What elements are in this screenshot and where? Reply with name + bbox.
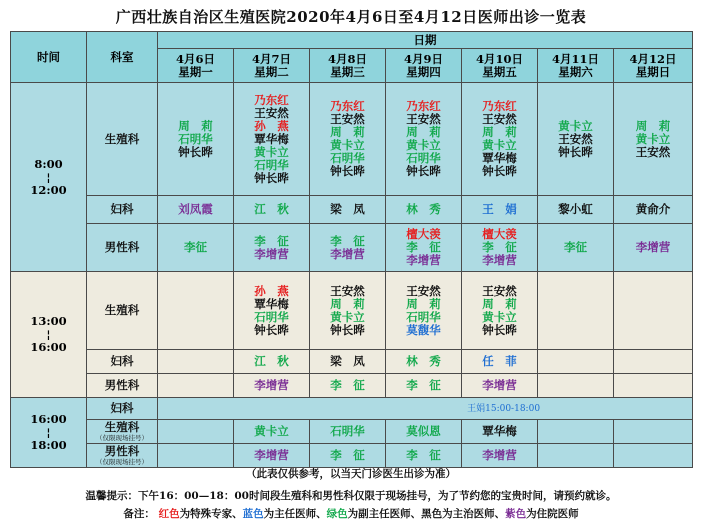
- doctor-name: 任 菲: [482, 354, 517, 368]
- doctor-name: 李 征: [406, 240, 441, 254]
- doctor-cell: [234, 444, 310, 468]
- dept-cell: [87, 444, 158, 468]
- doctor-cell: [462, 196, 538, 224]
- session-2-row: [11, 374, 693, 398]
- doctor-cell: [538, 444, 614, 468]
- session-3-row: [11, 444, 693, 468]
- session-3-row: [11, 420, 693, 444]
- doctor-name: 钟长晔: [254, 170, 289, 185]
- footer-legend: [10, 506, 692, 521]
- dept-label: 男性科: [104, 378, 140, 392]
- doctor-name: 孙 燕: [254, 283, 289, 298]
- dept-label: 生殖科: [104, 303, 140, 317]
- session-2-row: [11, 272, 693, 350]
- doctor-name: 江 秋: [254, 354, 289, 368]
- page-title: 广西壮族自治区生殖医院2020年4月6日至4月12日医师出诊一览表: [115, 8, 587, 26]
- legend-desc-4: 为主治医师、: [442, 508, 506, 520]
- legend-desc-3: 为副主任医师、: [347, 508, 422, 520]
- time-time-start: 16:00: [30, 412, 67, 426]
- doctor-name: 钟长晔: [558, 144, 593, 159]
- doctor-name: 李征: [184, 240, 207, 254]
- doctor-cell: [310, 83, 386, 196]
- day-date: 4月6日: [175, 51, 215, 66]
- doctor-cell: [462, 420, 538, 444]
- header-dept: 科室: [87, 32, 158, 83]
- doctor-cell: [310, 196, 386, 224]
- doctor-name: 周 莉: [635, 118, 671, 133]
- doctor-name: 黎小虹: [558, 202, 593, 216]
- doctor-name: 李增营: [406, 253, 441, 267]
- doctor-name: 黄卡立: [482, 309, 517, 324]
- doctor-name: 钟长晔: [254, 322, 289, 337]
- doctor-name: 石明华: [254, 157, 289, 172]
- doctor-name: 李增营: [482, 378, 517, 392]
- legend-color-2: 蓝色: [242, 508, 264, 520]
- gyn-note-text: 王娟15:00-18:00: [467, 404, 541, 414]
- doctor-cell: [158, 272, 234, 350]
- legend-color-5: 紫色: [505, 508, 527, 520]
- doctor-cell: [386, 196, 462, 224]
- doctor-name: 李 征: [482, 240, 517, 254]
- session-1-row: [11, 83, 693, 196]
- doctor-name: 李增营: [330, 246, 365, 261]
- doctor-name: 周 莉: [406, 125, 441, 139]
- doctor-cell: [538, 350, 614, 374]
- doctor-name: 石明华: [406, 309, 441, 324]
- doctor-name: 石明华: [254, 309, 289, 324]
- day-weekday: 星期日: [635, 64, 671, 79]
- doctor-cell: [614, 374, 693, 398]
- time-time-end: 18:00: [30, 438, 67, 452]
- doctor-cell: [462, 374, 538, 398]
- time-time-end: 16:00: [30, 340, 67, 354]
- doctor-name: 覃华梅: [254, 131, 289, 146]
- doctor-name: 梁 凤: [330, 202, 365, 216]
- doctor-name: 江 秋: [254, 202, 289, 216]
- doctor-name: 王安然: [558, 131, 593, 146]
- footer-disclaimer: （此表仅供参考，以当天门诊医生出诊为准）: [246, 468, 456, 480]
- doctor-cell: [538, 420, 614, 444]
- doctor-cell: [158, 83, 234, 196]
- doctor-name: 梁 凤: [330, 354, 365, 368]
- doctor-cell: [158, 196, 234, 224]
- dept-label: 男性科: [104, 240, 140, 254]
- dept-cell: [87, 196, 158, 224]
- dept-cell: [87, 272, 158, 350]
- day-weekday: 星期二: [254, 64, 289, 79]
- doctor-name: 孙 燕: [254, 118, 289, 133]
- doctor-name: 李 征: [406, 378, 441, 392]
- dept-sub-note: （仅限现场挂号）: [96, 434, 148, 442]
- doctor-cell: [614, 444, 693, 468]
- doctor-name: 钟长晔: [482, 322, 517, 337]
- day-header-1: [158, 49, 234, 83]
- doctor-cell: [386, 374, 462, 398]
- doctor-cell: [158, 444, 234, 468]
- dept-sub-note: （仅限现场挂号）: [96, 458, 148, 466]
- doctor-cell: [310, 444, 386, 468]
- doctor-name: 王安然: [330, 283, 365, 298]
- footer-tip: 温馨提示：下午16：00—18：00时间段生殖科和男性科仅限于现场挂号，为了节约您的宝贵时间，请预约就诊。: [85, 490, 617, 502]
- doctor-name: 王安然: [635, 144, 671, 159]
- doctor-name: 李增营: [254, 448, 289, 462]
- doctor-name: 刘凤霞: [178, 202, 213, 216]
- doctor-name: 覃华梅: [482, 424, 517, 438]
- doctor-name: 王安然: [254, 105, 289, 120]
- day-weekday: 星期六: [558, 64, 593, 79]
- doctor-cell: [234, 196, 310, 224]
- legend-color-4: 黑色: [421, 508, 443, 520]
- dept-label: 妇科: [110, 202, 134, 216]
- doctor-name: 李 征: [254, 233, 289, 248]
- header-time: 时间: [11, 32, 87, 83]
- legend-desc-1: 为特殊专家、: [179, 508, 243, 520]
- doctor-cell: [462, 272, 538, 350]
- doctor-name: 黄卡立: [254, 144, 289, 159]
- doctor-name: 覃华梅: [482, 151, 517, 165]
- doctor-name: 覃华梅: [254, 296, 289, 311]
- session-1-row: [11, 196, 693, 224]
- doctor-cell: [386, 420, 462, 444]
- doctor-name: 黄卡立: [558, 118, 593, 133]
- doctor-cell: [234, 83, 310, 196]
- doctor-name: 李增营: [482, 253, 517, 267]
- doctor-name: 王安然: [330, 112, 365, 126]
- doctor-cell: [386, 272, 462, 350]
- doctor-cell: [538, 196, 614, 224]
- doctor-cell: [158, 374, 234, 398]
- dept-cell: [87, 350, 158, 374]
- doctor-name: 黄俞介: [635, 202, 671, 216]
- dept-gyn-evening: 妇科: [87, 398, 158, 420]
- doctor-name: 王安然: [406, 112, 441, 126]
- doctor-name: 李征: [564, 240, 587, 254]
- doctor-name: 乃东红: [406, 99, 441, 113]
- doctor-cell: [310, 350, 386, 374]
- doctor-name: 黄卡立: [482, 138, 517, 152]
- day-date: 4月8日: [327, 51, 367, 66]
- day-header-4: [386, 49, 462, 83]
- doctor-cell: [386, 350, 462, 374]
- doctor-name: 乃东红: [330, 99, 365, 113]
- doctor-name: 王安然: [482, 283, 517, 298]
- day-date: 4月11日: [551, 51, 599, 66]
- legend-color-1: 红色: [158, 508, 180, 520]
- day-weekday: 星期一: [178, 64, 213, 79]
- day-header-5: [462, 49, 538, 83]
- doctor-name: 钟长晔: [330, 164, 365, 178]
- day-header-7: [614, 49, 693, 83]
- time-cell-3: [11, 398, 87, 468]
- doctor-name: 黄卡立: [330, 309, 365, 324]
- doctor-name: 王 娟: [482, 202, 517, 216]
- day-header-2: [234, 49, 310, 83]
- dept-cell: [87, 83, 158, 196]
- doctor-name: 钟长晔: [482, 164, 517, 178]
- legend-desc-5: 为住院医师: [526, 508, 579, 520]
- doctor-name: 李 征: [330, 448, 365, 462]
- doctor-name: 莫似恩: [406, 424, 441, 438]
- doctor-name: 乃东红: [482, 99, 517, 113]
- day-date: 4月9日: [403, 51, 443, 66]
- doctor-name: 周 莉: [178, 118, 213, 133]
- doctor-cell: [234, 224, 310, 272]
- doctor-cell: [310, 420, 386, 444]
- doctor-cell: [614, 196, 693, 224]
- day-date: 4月12日: [629, 51, 677, 66]
- doctor-cell: [158, 350, 234, 374]
- day-date: 4月7日: [251, 51, 291, 66]
- doctor-name: 王安然: [482, 112, 517, 126]
- doctor-name: 石明华: [178, 131, 213, 146]
- doctor-name: 钟长晔: [330, 322, 365, 337]
- doctor-name: 石明华: [330, 424, 365, 438]
- doctor-name: 王安然: [406, 283, 441, 298]
- doctor-cell: [538, 83, 614, 196]
- doctor-cell: [386, 444, 462, 468]
- doctor-cell: [538, 224, 614, 272]
- doctor-cell: [614, 420, 693, 444]
- doctor-cell: [538, 272, 614, 350]
- time-time-start: 8:00: [34, 156, 63, 171]
- doctor-cell: [538, 374, 614, 398]
- day-weekday: 星期三: [330, 64, 365, 79]
- doctor-cell: [234, 272, 310, 350]
- time-time-sep: ¦: [46, 169, 51, 184]
- dept-cell: [87, 420, 158, 444]
- time-time-sep: ¦: [46, 327, 51, 341]
- doctor-name: 檀大羡: [406, 227, 441, 241]
- gyn-note-row: [11, 398, 693, 420]
- doctor-name: 林 秀: [406, 354, 441, 368]
- doctor-cell: [310, 272, 386, 350]
- doctor-name: 周 莉: [482, 125, 517, 139]
- doctor-name: 李增营: [254, 378, 289, 392]
- schedule-table: [10, 31, 693, 468]
- doctor-cell: [310, 374, 386, 398]
- time-cell-2: [11, 272, 87, 398]
- doctor-name: 檀大羡: [482, 227, 517, 241]
- dept-label: 生殖科: [104, 420, 140, 434]
- day-weekday: 星期五: [482, 64, 517, 79]
- doctor-cell: [614, 350, 693, 374]
- doctor-name: 李 征: [330, 378, 365, 392]
- dept-label: 妇科: [110, 354, 134, 368]
- doctor-name: 黄卡立: [254, 424, 289, 438]
- dept-label: 生殖科: [104, 131, 140, 146]
- doctor-cell: [158, 420, 234, 444]
- doctor-name: 石明华: [330, 151, 365, 165]
- doctor-name: 黄卡立: [635, 131, 671, 146]
- doctor-name: 乃东红: [254, 92, 289, 107]
- doctor-cell: [386, 224, 462, 272]
- dept-cell: [87, 374, 158, 398]
- doctor-name: 黄卡立: [330, 138, 365, 152]
- header-date-group: 日期: [158, 32, 693, 49]
- doctor-cell: [614, 272, 693, 350]
- doctor-name: 李增营: [635, 240, 671, 254]
- doctor-name: 周 莉: [330, 296, 365, 311]
- day-date: 4月10日: [475, 51, 523, 66]
- doctor-name: 钟长晔: [178, 144, 213, 159]
- doctor-cell: [462, 444, 538, 468]
- doctor-cell: [234, 350, 310, 374]
- doctor-name: 李增营: [254, 246, 289, 261]
- day-header-3: [310, 49, 386, 83]
- doctor-cell: [310, 224, 386, 272]
- doctor-name: 李 征: [406, 448, 441, 462]
- doctor-cell: [386, 83, 462, 196]
- doctor-name: 周 莉: [406, 296, 441, 311]
- doctor-cell: [462, 224, 538, 272]
- doctor-name: 莫馥华: [406, 322, 441, 337]
- dept-cell: [87, 224, 158, 272]
- doctor-name: 周 莉: [330, 125, 365, 139]
- doctor-name: 黄卡立: [406, 138, 441, 152]
- gyn-evening-note: [158, 398, 693, 420]
- day-header-6: [538, 49, 614, 83]
- day-weekday: 星期四: [406, 64, 441, 79]
- doctor-name: 李增营: [482, 448, 517, 462]
- time-time-sep: ¦: [46, 425, 51, 439]
- doctor-cell: [614, 224, 693, 272]
- legend-desc-2: 为主任医师、: [263, 508, 327, 520]
- session-2-row: [11, 350, 693, 374]
- doctor-name: 石明华: [406, 151, 441, 165]
- time-time-end: 12:00: [30, 182, 67, 197]
- doctor-cell: [462, 350, 538, 374]
- doctor-cell: [614, 83, 693, 196]
- doctor-cell: [234, 420, 310, 444]
- doctor-cell: [234, 374, 310, 398]
- doctor-name: 钟长晔: [406, 164, 441, 178]
- doctor-name: 林 秀: [406, 202, 441, 216]
- doctor-name: 周 莉: [482, 296, 517, 311]
- schedule-body: [11, 32, 693, 468]
- legend-color-3: 绿色: [326, 508, 348, 520]
- dept-label: 男性科: [104, 444, 140, 458]
- doctor-cell: [158, 224, 234, 272]
- time-cell-1: [11, 83, 87, 272]
- legend-prefix: 备注：: [123, 508, 155, 520]
- session-1-row: [11, 224, 693, 272]
- doctor-cell: [462, 83, 538, 196]
- time-time-start: 13:00: [30, 314, 67, 328]
- doctor-name: 李 征: [330, 233, 365, 248]
